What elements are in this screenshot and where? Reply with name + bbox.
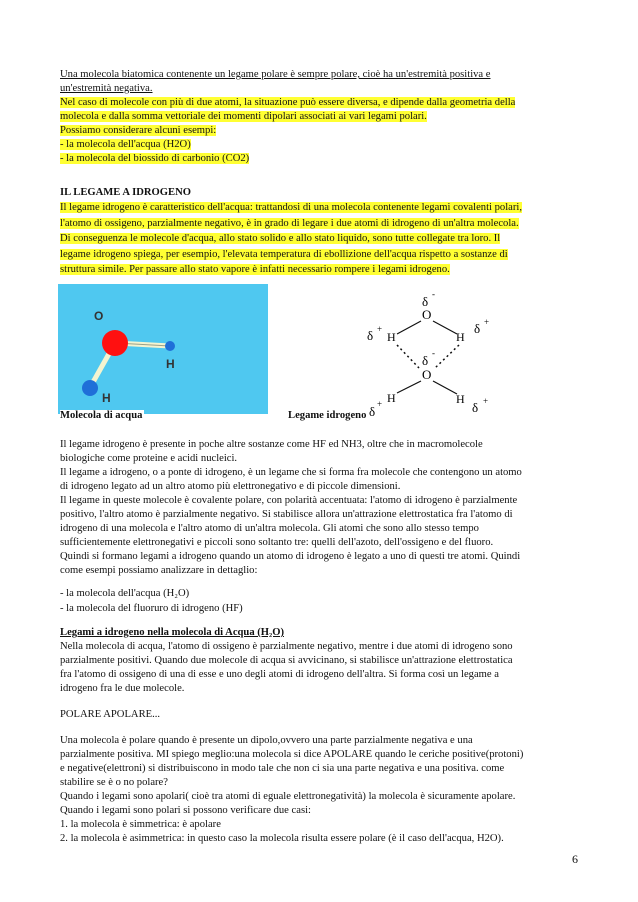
bond-line — [433, 321, 457, 334]
oxygen-label: O — [422, 307, 432, 322]
charge-minus: - — [432, 289, 435, 299]
examples-list — [60, 586, 580, 616]
water-molecule-model — [58, 284, 268, 414]
charge-plus: + — [483, 396, 489, 406]
section2-line: Nella molecola di acqua, l'atomo di ossigeno è parzialmente negativo, mentre i due atomi di idrogeno sono — [60, 641, 513, 652]
water-molecule-image — [58, 284, 268, 414]
hydrogen-atom — [165, 341, 175, 351]
hydrogen-bond-dotted — [435, 345, 459, 368]
delta-label: δ — [367, 328, 374, 343]
hydrogen-bond-dotted — [397, 345, 419, 368]
section1-paragraph — [60, 200, 580, 278]
section-title: Legami a idrogeno nella molecola di Acqua (H₂O) — [60, 627, 284, 638]
charge-minus: - — [432, 348, 435, 358]
body-line: di idrogeno legato ad un altro atomo più elettronegativo e di piccole dimensioni. — [60, 481, 401, 492]
hydrogen-atom — [82, 380, 98, 396]
hydrogen-bond-diagram — [355, 288, 505, 418]
oxygen-atom — [102, 330, 128, 356]
oxygen-label: O — [422, 367, 432, 382]
page-number: 6 — [572, 852, 578, 866]
bond-caption: Legame idrogeno — [288, 410, 367, 421]
section2-line: idrogeno fra le due molecole. — [60, 683, 185, 694]
section1-line: legame idrogeno spiega, per esempio, l'elevata temperatura di ebollizione dell'acqua rispetto a sostanze di — [60, 248, 508, 260]
intro-line: - la molecola dell'acqua (H2O) — [60, 139, 191, 150]
hydrogen-label: H — [456, 392, 465, 406]
atom-label-h: H — [166, 357, 175, 371]
intro-line: Possiamo considerare alcuni esempi: — [60, 125, 217, 136]
body-line: biologiche come proteine e acidi nucleici. — [60, 453, 238, 464]
intro-paragraph — [60, 68, 580, 166]
list-item: - la molecola del fluoruro di idrogeno (HF) — [60, 603, 243, 614]
body-line: Il legame in queste molecole è covalente polare, con polarità accentuata: l'atomo di idrogeno è parzialmente — [60, 495, 518, 506]
intro-line: un'estremità negativa. — [60, 83, 153, 94]
section2-line: fra l'atomo di ossigeno di una di esse e uno degli atomi di idrogeno dell'altra. Si forma così un legame a — [60, 669, 499, 680]
hydrogen-label: H — [456, 330, 465, 344]
section1-line: Di conseguenza le molecole d'acqua, allo stato solido e allo stato liquido, sono tutte collegate tra loro. Il — [60, 233, 501, 245]
body-line: idrogeno di una molecola e l'altro atomo di un'altra molecola. Gli atomi che sono allo stesso tempo — [60, 523, 479, 534]
section3-line: parzialmente positiva. MI spiego meglio:una molecola si dice APOLARE quando le ceriche positive(protoni) — [60, 749, 524, 760]
section1-line: l'atomo di ossigeno, parzialmente negativo, è in grado di legare i due atomi di idrogeno di un'altra molecola. — [60, 217, 519, 229]
intro-line: molecola e dalla somma vettoriale dei momenti dipolari associati ai vari legami polari. — [60, 111, 427, 122]
delta-label: δ — [472, 400, 479, 415]
body-paragraph — [60, 438, 580, 578]
bond-line — [397, 321, 421, 334]
delta-label: δ — [369, 404, 376, 418]
charge-plus: + — [377, 324, 383, 334]
intro-line: Nel caso di molecole con più di due atomi, la situazione può essere diversa, e dipende dalla geometria della — [60, 97, 516, 108]
body-line: Il legame idrogeno è presente in poche altre sostanze come HF ed NH3, oltre che in macromolecole — [60, 439, 483, 450]
body-line: positivo, l'altro atomo è parzialmente negativo. Si stabilisce allora un'attrazione elettrostatica fra l'atomo di — [60, 509, 513, 520]
body-line: Il legame a idrogeno, o a ponte di idrogeno, è un legame che si forma fra molecole che contengono un atomo — [60, 467, 522, 478]
section-title: POLARE APOLARE... — [60, 709, 161, 720]
section3-paragraph — [60, 734, 580, 846]
section3-line: Quando i legami sono apolari( cioè tra atomi di eguale elettronegatività) la molecola è sicuramente apolare. — [60, 791, 516, 802]
body-line: come esempi possiamo analizzare in dettaglio: — [60, 565, 258, 576]
section2-paragraph — [60, 640, 580, 696]
molecule-caption: Molecola di acqua — [60, 410, 143, 421]
hydrogen-label: H — [387, 391, 396, 405]
section3-line: e negative(elettroni) si distribuiscono in modo tale che non ci sia una parte negativa e una positiva. come — [60, 763, 505, 774]
section3-line: Una molecola è polare quando è presente un dipolo,ovvero una parte parzialmente negativa e una — [60, 735, 473, 746]
section3-line: Quando i legami sono polari si possono verificare due casi: — [60, 805, 311, 816]
delta-label: δ — [422, 353, 429, 368]
atom-label-h: H — [102, 391, 111, 405]
section3-line: 1. la molecola è simmetrica: è apolare — [60, 819, 221, 830]
charge-plus: + — [377, 399, 383, 409]
hydrogen-label: H — [387, 330, 396, 344]
section3-line: 2. la molecola è asimmetrica: in questo caso la molecola risulta essere polare (è il caso dell'acqua, H2O). — [60, 833, 504, 844]
intro-line: - la molecola del biossido di carbonio (CO2) — [60, 153, 250, 164]
atom-label-o: O — [94, 309, 104, 323]
section-title: IL LEGAME A IDROGENO — [60, 187, 191, 198]
bond-line — [433, 381, 457, 394]
delta-label: δ — [474, 321, 481, 336]
list-item: - la molecola dell'acqua (H₂O) — [60, 588, 190, 599]
charge-plus: + — [484, 317, 490, 327]
bond-line — [397, 381, 421, 393]
delta-label: δ — [422, 294, 429, 309]
section2-line: parzialmente positivi. Quando due molecole di acqua si avvicinano, si stabilisce un'attrazione elettrostatica — [60, 655, 513, 666]
section1-line: Il legame idrogeno è caratteristico dell'acqua: trattandosi di una molecola contenente legami covalenti polari, — [60, 202, 522, 213]
section1-line: struttura simile. Per passare allo stato vapore è infatti necessario rompere i legami idrogeno. — [60, 264, 450, 276]
section3-line: stabilire se è o no polare? — [60, 777, 168, 788]
body-line: sufficientemente elettronegativi e piccoli sono soltanto tre: quelli dell'azoto, dell'ossigeno e del fluoro. — [60, 537, 494, 548]
intro-line: Una molecola biatomica contenente un legame polare è sempre polare, cioè ha un'estremità positiva e — [60, 69, 491, 80]
body-line: Quindi si formano legami a idrogeno quando un atomo di idrogeno è legato a uno di questi tre atomi. Quindi — [60, 551, 521, 562]
